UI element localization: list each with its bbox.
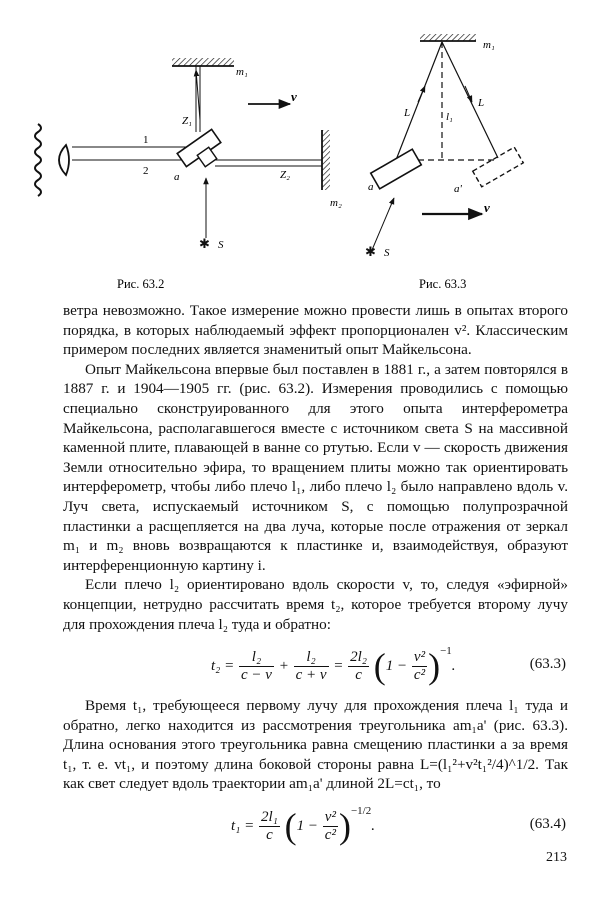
label-v-right: v (484, 200, 490, 215)
label-beam-2: 2 (143, 165, 149, 177)
f634-end: . (371, 818, 375, 835)
f633-frac-3: $\frac{\text{2l₂}}{c}$ (350, 649, 368, 684)
formula-63-3: t₂ = $\frac{\text{l₂}}{c - v}$ + $\frac{\text{l₂}}{c + v}$ = $\frac{\text{2l₂}}{c}$ (1 − $\frac{\text{v²}}{\text{c²}}$ )$^{-1}$. (63.3) (211, 645, 566, 686)
source-star: ✱ (199, 236, 210, 251)
label-m1: m₁ (236, 66, 248, 78)
f633-one-minus: 1 − (385, 658, 408, 675)
plate-a-prime (473, 147, 524, 187)
f633-frac-1: $\frac{\text{l₂}}{c - v}$ (241, 649, 272, 684)
f634-lhs: t₁ = (231, 818, 255, 835)
f634-frac-1: $\frac{\text{2l₁}}{c}$ (261, 809, 278, 844)
label-s: S (218, 239, 224, 251)
figures-illustration (0, 0, 610, 300)
formula-63-4: t₁ = $\frac{\text{2l₁}}{c}$ (1 − $\frac{\text{v²}}{\text{c²}}$ )$^{-1/2}$. (63.4) (231, 805, 566, 846)
f633-eq: = (333, 658, 344, 675)
label-beam-1: 1 (143, 134, 149, 146)
label-a-right: a (368, 181, 374, 193)
label-z2: Z₂ (280, 169, 290, 181)
f634-one-minus: 1 − (296, 818, 319, 835)
equation-number-63-4: (63.4) (529, 816, 566, 833)
paragraph-1: ветра невозможно. Такое измерение можно провести лишь в опытах второго порядка, в которых наблюдаемый эффект пропорционален v². Классическим примером последних является знаменитый опыт Майкельсона. (63, 302, 568, 359)
paragraph-3: Если плечо l₂ ориентировано вдоль скорости v, то, следуя «эфирной» концепции, нетрудно рассчитать время t₂, которое требуется второму лучу для прохождения плеча l₂ туда и обратно: (63, 576, 568, 633)
f633-frac-2: $\frac{\text{l₂}}{c + v}$ (295, 649, 327, 684)
page-number: 213 (546, 850, 567, 865)
caption-63-3: Рис. 63.3 (419, 277, 467, 291)
path-left-L (396, 42, 442, 160)
mirror-m2 (322, 130, 330, 190)
paragraph-2: Опыт Майкельсона впервые был поставлен в 1881 г., а затем повторялся в 1887 г. и 1904—1905 гг. (рис. 63.2). Измерения проводились с помощью специально сконструированного для этого опыта интерферометра Майкельсона, располагавшегося вместе с источником света S на массивной каменной плите, плавающей в ванне со ртутью. Если v — скорость движения Земли относительно эфира, то вращением плиты можно так ориентировать интерферометр, чтобы либо плечо l₁, либо плечо l₂ было направлено вдоль v. Луч света, испускаемый источником S, с помощью полупрозрачной пластинки a расщепляется на два луча, которые после отражения от зеркал m₁ и m₂ вновь возвращаются к пластинке и, взаимодействуя, образуют интерференционную картину i. (63, 360, 568, 574)
label-m2: m₂ (330, 197, 342, 209)
path-right-L (442, 42, 498, 158)
source-star-right: ✱ (365, 244, 376, 259)
figure-63-3 (365, 34, 523, 259)
label-v-left: v (291, 89, 297, 104)
plate-a-right (371, 149, 422, 189)
f634-power: −1/2 (350, 805, 372, 818)
mirror-m1 (172, 58, 234, 66)
label-l-left: L (404, 107, 411, 119)
paragraph-4: Время t₁, требующееся первому лучу для прохождения плеча l₁ туда и обратно, легко находится из рассмотрения треугольника am₁a' (рис. 63.3). Длина основания этого треугольника равна смещению пластинки a за время t₁, т. е. vt₁, и поэтому длина боковой стороны равна L=(l₁²+v²t₁²/4)^1/2. Так как свет следует вдоль траектории am₁a' длиной 2L=ct₁, то (63, 697, 568, 793)
label-a-prime: a' (454, 183, 462, 195)
label-z1: Z₁ (182, 115, 192, 127)
equation-number-63-3: (63.3) (529, 656, 566, 673)
label-l-right: L (478, 97, 485, 109)
light-source-wave (35, 124, 41, 196)
f633-plus: + (278, 658, 289, 675)
f633-power: −1 (440, 645, 452, 658)
figure-63-2 (35, 58, 342, 251)
mirror-m1-right (420, 34, 476, 41)
label-a: a (174, 171, 180, 183)
f633-lhs: t₂ = (211, 658, 235, 675)
label-m1-right: m₁ (483, 39, 495, 51)
f634-frac-2: $\frac{\text{v²}}{\text{c²}}$ (324, 809, 336, 844)
f633-frac-4: $\frac{\text{v²}}{\text{c²}}$ (413, 649, 426, 684)
source-beam-right (372, 198, 394, 250)
f633-end: . (451, 658, 456, 675)
lens (59, 145, 69, 175)
label-l1: l₁ (446, 111, 453, 123)
caption-63-2: Рис. 63.2 (117, 277, 165, 291)
body-text (63, 301, 568, 856)
label-s-right: S (384, 247, 390, 259)
